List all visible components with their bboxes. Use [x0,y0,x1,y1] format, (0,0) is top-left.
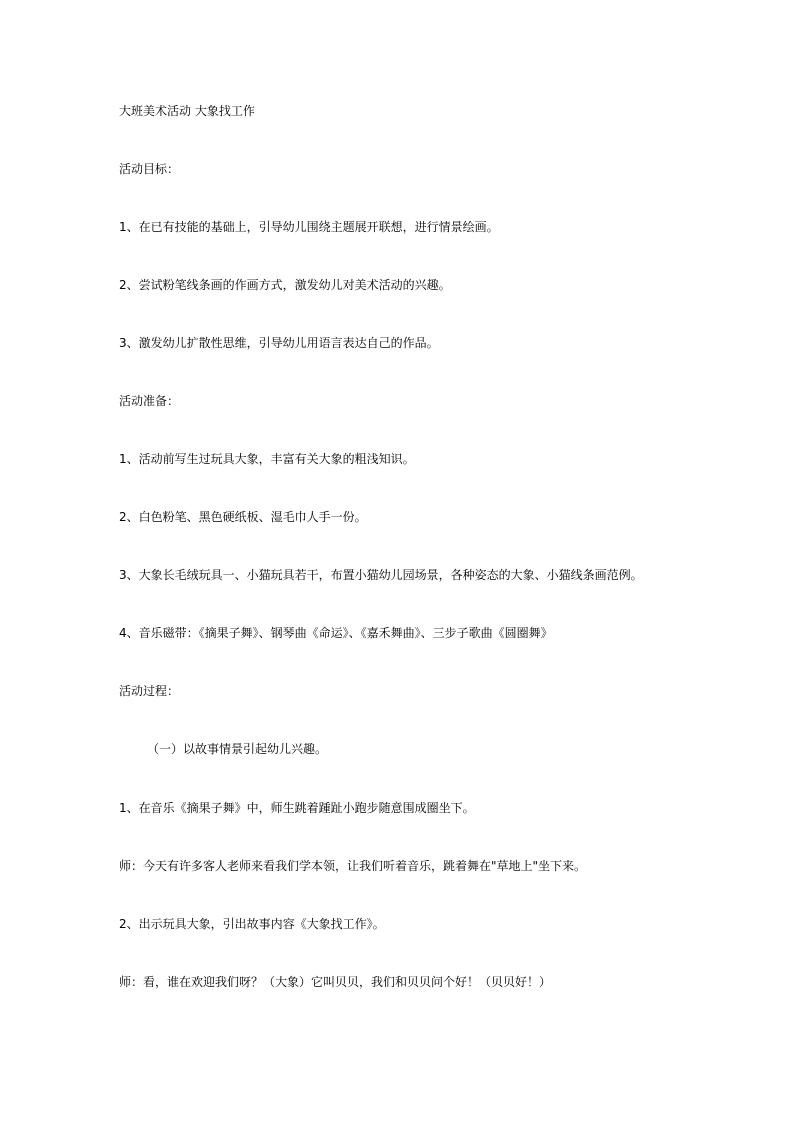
goal-item: 3、激发幼儿扩散性思维，引导幼儿用语言表达自己的作品。 [119,336,439,350]
section-heading-process: 活动过程： [119,684,180,698]
goal-item: 1、在已有技能的基础上，引导幼儿围绕主题展开联想，进行情景绘画。 [119,220,499,234]
section-heading-prep: 活动准备： [119,394,180,408]
prep-item: 3、大象长毛绒玩具一、小猫玩具若干，布置小猫幼儿园场景，各种姿态的大象、小猫线条画范例。 [119,568,643,582]
document-title: 大班美术活动 大象找工作 [119,104,255,118]
goal-item: 2、尝试粉笔线条画的作画方式，激发幼儿对美术活动的兴趣。 [119,278,451,292]
process-item: 1、在音乐《摘果子舞》中，师生跳着踵趾小跑步随意围成圈坐下。 [119,801,475,815]
process-item: 师：看，谁在欢迎我们呀？（大象）它叫贝贝，我们和贝贝问个好！（贝贝好！） [119,975,552,989]
prep-item: 4、音乐磁带：《摘果子舞》、钢琴曲《命运》、《嘉禾舞曲》、三步子歌曲《圆圈舞》 [119,626,553,640]
section-heading-goals: 活动目标： [119,162,180,176]
prep-item: 2、白色粉笔、黑色硬纸板、湿毛巾人手一份。 [119,510,367,524]
process-subheading: （一）以故事情景引起幼儿兴趣。 [147,742,328,756]
process-item: 师：今天有许多客人老师来看我们学本领，让我们听着音乐，跳着舞在"草地上"坐下来。 [119,859,587,873]
prep-item: 1、活动前写生过玩具大象，丰富有关大象的粗浅知识。 [119,452,415,466]
process-item: 2、出示玩具大象，引出故事内容《大象找工作》。 [119,917,385,931]
